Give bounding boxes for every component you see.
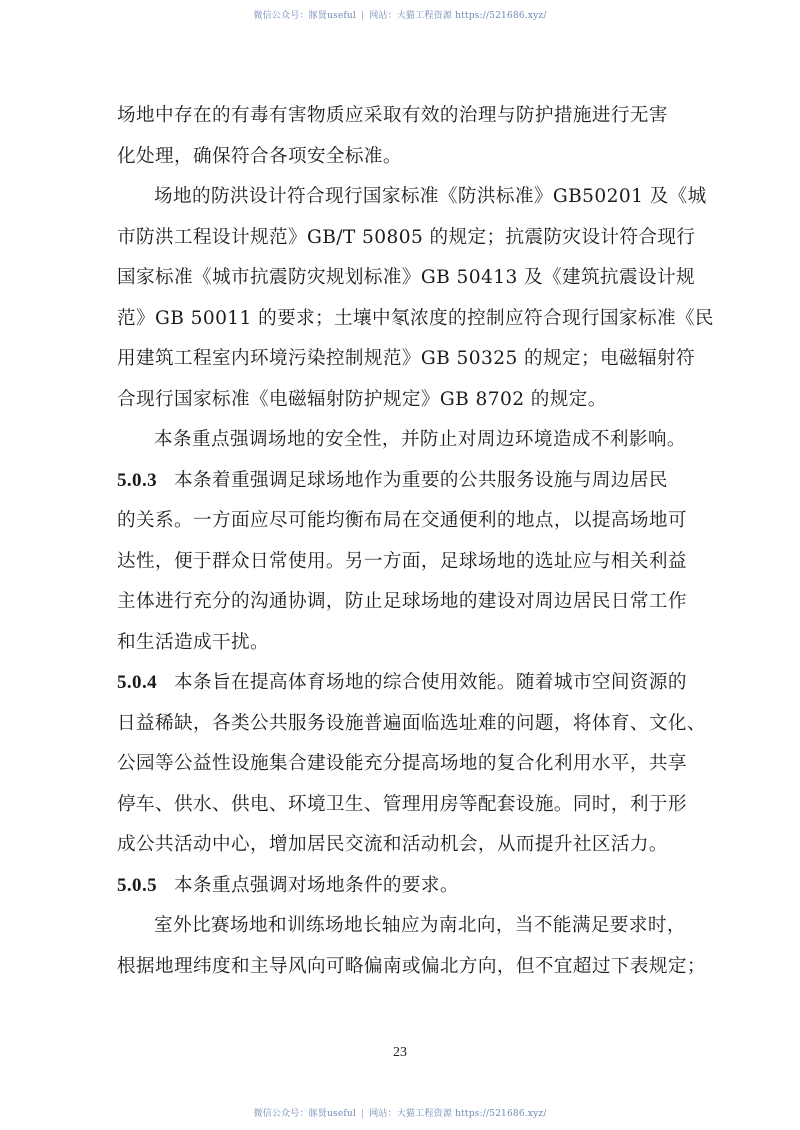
text-line: 公园等公益性设施集合建设能充分提高场地的复合化利用水平，共享 (117, 753, 687, 774)
text-line: 合现行国家标准《电磁辐射防护规定》GB 8702 的规定。 (117, 388, 607, 410)
text-line: 本条重点强调对场地条件的要求。 (174, 874, 459, 896)
text-line: 国家标准《城市抗震防灾规划标准》GB 50413 及《建筑抗震设计规 (117, 267, 695, 288)
text-line: 本条重点强调场地的安全性，并防止对周边环境造成不利影响。 (154, 429, 686, 450)
paragraph (117, 177, 714, 420)
page-number: 23 (393, 1045, 407, 1060)
header-watermark (0, 8, 800, 21)
text-line: 场地的防洪设计符合现行国家标准《防洪标准》GB50201 及《城 (154, 186, 707, 207)
text-line: 化处理，确保符合各项安全标准。 (117, 145, 402, 167)
text-line: 的关系。一方面应尽可能均衡布局在交通便利的地点，以提高场地可 (117, 510, 687, 531)
text-line: 本条旨在提高体育场地的综合使用效能。随着城市空间资源的 (174, 672, 687, 693)
text-line: 本条着重强调足球场地作为重要的公共服务设施与周边居民 (174, 469, 668, 491)
text-line: 市防洪工程设计规范》GB/T 50805 的规定；抗震防灾设计符合现行 (117, 226, 696, 248)
document-body (117, 96, 714, 987)
watermark-site-link[interactable]: 网站：大猫工程资源 https://521686.xyz/ (369, 1109, 547, 1119)
paragraph (117, 420, 687, 461)
footer-watermark (0, 1106, 800, 1119)
text-line: 范》GB 50011 的要求；土壤中氡浓度的控制应符合现行国家标准《民 (117, 307, 714, 329)
text-line: 日益稀缺，各类公共服务设施普遍面临选址难的问题，将体育、文化、 (117, 712, 706, 734)
text-line: 停车、供水、供电、环境卫生、管理用房等配套设施。同时，利于形 (117, 793, 687, 815)
watermark-separator: | (361, 11, 365, 21)
watermark-wechat: 微信公众号：豚贤useful (253, 1109, 356, 1119)
text-line: 主体进行充分的沟通协调，防止足球场地的建设对周边居民日常工作 (117, 591, 687, 612)
paragraph (117, 906, 706, 987)
watermark-separator: | (361, 1109, 365, 1119)
clause-5-0-5 (117, 866, 687, 907)
clause-5-0-4 (117, 663, 706, 866)
clause-number: 5.0.3 (117, 469, 157, 491)
watermark-site-link[interactable]: 网站：大猫工程资源 https://521686.xyz/ (369, 11, 547, 21)
text-line: 根据地理纬度和主导风向可略偏南或偏北方向，但不宜超过下表规定； (117, 955, 706, 977)
text-line: 达性，便于群众日常使用。另一方面，足球场地的选址应与相关利益 (117, 550, 687, 572)
text-line: 和生活造成干扰。 (117, 631, 269, 653)
clause-number: 5.0.5 (117, 874, 157, 896)
paragraph (117, 96, 687, 177)
text-line: 成公共活动中心，增加居民交流和活动机会，从而提升社区活力。 (117, 834, 668, 855)
text-line: 室外比赛场地和训练场地长轴应为南北向，当不能满足要求时， (154, 915, 686, 936)
text-line: 场地中存在的有毒有害物质应采取有效的治理与防护措施进行无害 (117, 105, 668, 126)
text-line: 用建筑工程室内环境污染控制规范》GB 50325 的规定；电磁辐射符 (117, 348, 695, 369)
clause-number: 5.0.4 (117, 672, 157, 693)
clause-5-0-3 (117, 461, 687, 664)
watermark-wechat: 微信公众号：豚贤useful (253, 11, 356, 21)
